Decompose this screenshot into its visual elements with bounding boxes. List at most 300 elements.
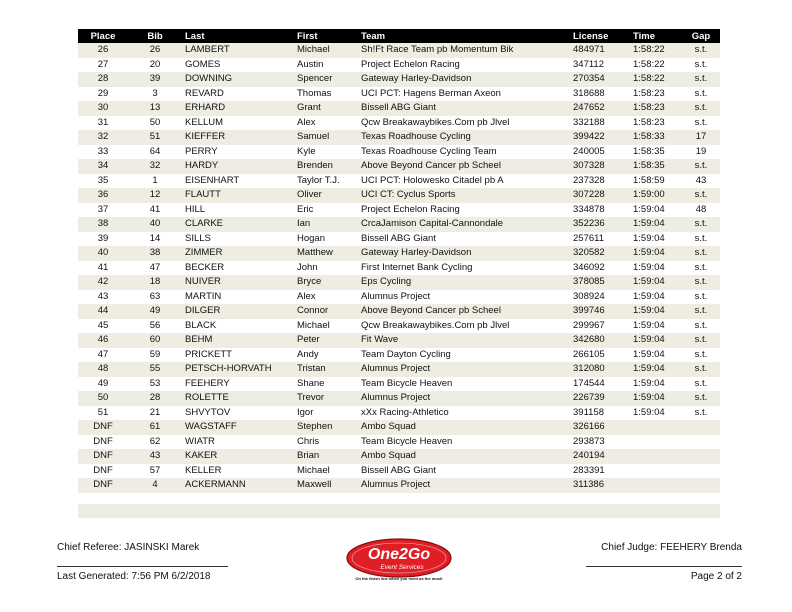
- cell-gap: s.t.: [682, 72, 720, 87]
- last-generated: Last Generated: 7:56 PM 6/2/2018: [57, 571, 211, 582]
- cell-first: Kyle: [294, 145, 358, 160]
- cell-first: Andy: [294, 348, 358, 363]
- cell-team: Ambo Squad: [358, 449, 570, 464]
- logo-tagline: On the finish line when you need us the most!: [355, 576, 443, 581]
- cell-gap: s.t.: [682, 217, 720, 232]
- cell-gap: 19: [682, 145, 720, 160]
- cell-time: 1:59:04: [630, 348, 682, 363]
- cell-gap: s.t.: [682, 261, 720, 276]
- cell-time: 1:59:04: [630, 391, 682, 406]
- cell-time: 1:58:22: [630, 43, 682, 58]
- cell-bib: 38: [128, 246, 182, 261]
- cell-bib: 12: [128, 188, 182, 203]
- cell-license: 399422: [570, 130, 630, 145]
- cell-place: 32: [78, 130, 128, 145]
- cell-place: DNF: [78, 420, 128, 435]
- cell-last: REVARD: [182, 87, 294, 102]
- cell-license: 318688: [570, 87, 630, 102]
- cell-first: Brian: [294, 449, 358, 464]
- cell-team: Above Beyond Cancer pb Scheel: [358, 159, 570, 174]
- cell-team: Texas Roadhouse Cycling Team: [358, 145, 570, 160]
- cell-license: 240194: [570, 449, 630, 464]
- cell-first: Brenden: [294, 159, 358, 174]
- chief-judge: Chief Judge: FEEHERY Brenda: [601, 542, 742, 553]
- cell-first: Alex: [294, 116, 358, 131]
- cell-team: Bissell ABG Giant: [358, 232, 570, 247]
- cell-license: 270354: [570, 72, 630, 87]
- cell-time: 1:59:04: [630, 333, 682, 348]
- cell-first: Spencer: [294, 72, 358, 87]
- col-gap: Gap: [682, 29, 720, 43]
- table-row: [78, 246, 720, 261]
- table-row: [78, 348, 720, 363]
- cell-first: Bryce: [294, 275, 358, 290]
- cell-team: Alumnus Project: [358, 290, 570, 305]
- cell-place: DNF: [78, 449, 128, 464]
- judge-signature-line: [586, 566, 742, 567]
- cell-time: [630, 478, 682, 493]
- cell-license: 391158: [570, 406, 630, 421]
- cell-gap: [682, 478, 720, 493]
- table-row: [78, 377, 720, 392]
- cell-last: WAGSTAFF: [182, 420, 294, 435]
- cell-place: 39: [78, 232, 128, 247]
- cell-last: DILGER: [182, 304, 294, 319]
- one2go-logo: [346, 538, 452, 580]
- cell-gap: s.t.: [682, 116, 720, 131]
- cell-gap: s.t.: [682, 391, 720, 406]
- cell-first: Connor: [294, 304, 358, 319]
- table-row: [78, 391, 720, 406]
- cell-license: 342680: [570, 333, 630, 348]
- col-last: Last: [182, 29, 294, 43]
- cell-bib: 41: [128, 203, 182, 218]
- cell-bib: 62: [128, 435, 182, 450]
- cell-gap: s.t.: [682, 58, 720, 73]
- cell-team: Eps Cycling: [358, 275, 570, 290]
- cell-team: Ambo Squad: [358, 420, 570, 435]
- cell-first: Michael: [294, 319, 358, 334]
- chief-referee: Chief Referee: JASINSKI Marek: [57, 542, 200, 553]
- cell-gap: 43: [682, 174, 720, 189]
- cell-team: Team Bicycle Heaven: [358, 435, 570, 450]
- cell-team: Alumnus Project: [358, 478, 570, 493]
- cell-bib: 13: [128, 101, 182, 116]
- cell-gap: s.t.: [682, 362, 720, 377]
- cell-last: CLARKE: [182, 217, 294, 232]
- cell-license: 484971: [570, 43, 630, 58]
- cell-place: 36: [78, 188, 128, 203]
- cell-gap: s.t.: [682, 377, 720, 392]
- cell-time: 1:59:04: [630, 217, 682, 232]
- cell-first: Stephen: [294, 420, 358, 435]
- cell-first: Shane: [294, 377, 358, 392]
- cell-last: BLACK: [182, 319, 294, 334]
- cell-first: Hogan: [294, 232, 358, 247]
- cell-place: 44: [78, 304, 128, 319]
- cell-time: 1:58:23: [630, 116, 682, 131]
- cell-time: 1:58:59: [630, 174, 682, 189]
- cell-last: HILL: [182, 203, 294, 218]
- cell-team: Fit Wave: [358, 333, 570, 348]
- cell-last: KAKER: [182, 449, 294, 464]
- table-row: [78, 232, 720, 247]
- table-row: [78, 72, 720, 87]
- table-row: [78, 333, 720, 348]
- cell-first: Taylor T.J.: [294, 174, 358, 189]
- cell-time: 1:59:04: [630, 377, 682, 392]
- cell-license: 240005: [570, 145, 630, 160]
- cell-time: 1:58:22: [630, 58, 682, 73]
- blank-row: [78, 504, 720, 518]
- cell-place: 45: [78, 319, 128, 334]
- cell-license: 320582: [570, 246, 630, 261]
- cell-bib: 4: [128, 478, 182, 493]
- cell-last: SHVYTOV: [182, 406, 294, 421]
- table-row: [78, 464, 720, 479]
- cell-time: 1:59:04: [630, 362, 682, 377]
- cell-team: Project Echelon Racing: [358, 203, 570, 218]
- cell-bib: 59: [128, 348, 182, 363]
- cell-time: 1:59:04: [630, 319, 682, 334]
- cell-bib: 14: [128, 232, 182, 247]
- cell-last: PRICKETT: [182, 348, 294, 363]
- cell-license: 308924: [570, 290, 630, 305]
- cell-place: 31: [78, 116, 128, 131]
- cell-bib: 21: [128, 406, 182, 421]
- referee-signature-line: [57, 566, 228, 567]
- cell-last: KELLER: [182, 464, 294, 479]
- cell-team: Bissell ABG Giant: [358, 101, 570, 116]
- cell-license: 237328: [570, 174, 630, 189]
- cell-first: Grant: [294, 101, 358, 116]
- cell-last: DOWNING: [182, 72, 294, 87]
- table-row: [78, 159, 720, 174]
- table-row: [78, 43, 720, 58]
- cell-time: 1:58:22: [630, 72, 682, 87]
- cell-last: WIATR: [182, 435, 294, 450]
- cell-first: Igor: [294, 406, 358, 421]
- cell-place: 43: [78, 290, 128, 305]
- cell-bib: 56: [128, 319, 182, 334]
- table-row: [78, 319, 720, 334]
- table-row: [78, 406, 720, 421]
- cell-license: 226739: [570, 391, 630, 406]
- cell-place: 42: [78, 275, 128, 290]
- cell-time: 1:59:04: [630, 261, 682, 276]
- table-row: [78, 87, 720, 102]
- cell-bib: 18: [128, 275, 182, 290]
- cell-team: Texas Roadhouse Cycling: [358, 130, 570, 145]
- cell-first: Peter: [294, 333, 358, 348]
- cell-first: Austin: [294, 58, 358, 73]
- cell-place: DNF: [78, 464, 128, 479]
- cell-bib: 55: [128, 362, 182, 377]
- cell-time: 1:59:00: [630, 188, 682, 203]
- cell-place: 28: [78, 72, 128, 87]
- cell-gap: [682, 435, 720, 450]
- cell-bib: 63: [128, 290, 182, 305]
- cell-bib: 51: [128, 130, 182, 145]
- cell-bib: 32: [128, 159, 182, 174]
- table-row: [78, 116, 720, 131]
- cell-license: 266105: [570, 348, 630, 363]
- header-row: [78, 29, 720, 43]
- table-row: [78, 188, 720, 203]
- cell-team: Gateway Harley-Davidson: [358, 246, 570, 261]
- cell-last: LAMBERT: [182, 43, 294, 58]
- cell-team: First Internet Bank Cycling: [358, 261, 570, 276]
- cell-license: 352236: [570, 217, 630, 232]
- col-bib: Bib: [128, 29, 182, 43]
- cell-license: 378085: [570, 275, 630, 290]
- cell-gap: 48: [682, 203, 720, 218]
- cell-bib: 26: [128, 43, 182, 58]
- cell-last: ROLETTE: [182, 391, 294, 406]
- cell-place: DNF: [78, 435, 128, 450]
- table-row: [78, 420, 720, 435]
- cell-time: 1:58:33: [630, 130, 682, 145]
- cell-team: UCI PCT: Holowesko Citadel pb A: [358, 174, 570, 189]
- cell-gap: s.t.: [682, 333, 720, 348]
- cell-license: 334878: [570, 203, 630, 218]
- cell-first: Oliver: [294, 188, 358, 203]
- cell-first: Alex: [294, 290, 358, 305]
- cell-license: 307328: [570, 159, 630, 174]
- cell-first: Matthew: [294, 246, 358, 261]
- cell-license: 326166: [570, 420, 630, 435]
- cell-team: UCI PCT: Hagens Berman Axeon: [358, 87, 570, 102]
- cell-team: Sh!Ft Race Team pb Momentum Bik: [358, 43, 570, 58]
- cell-last: BEHM: [182, 333, 294, 348]
- cell-gap: s.t.: [682, 304, 720, 319]
- col-team: Team: [358, 29, 570, 43]
- table-row: [78, 130, 720, 145]
- cell-time: 1:58:23: [630, 87, 682, 102]
- cell-team: Above Beyond Cancer pb Scheel: [358, 304, 570, 319]
- cell-place: 47: [78, 348, 128, 363]
- cell-team: Alumnus Project: [358, 391, 570, 406]
- cell-place: 33: [78, 145, 128, 160]
- cell-bib: 39: [128, 72, 182, 87]
- table-row: [78, 449, 720, 464]
- cell-place: 38: [78, 217, 128, 232]
- cell-gap: s.t.: [682, 159, 720, 174]
- cell-place: 40: [78, 246, 128, 261]
- table-row: [78, 261, 720, 276]
- cell-license: 347112: [570, 58, 630, 73]
- cell-gap: s.t.: [682, 348, 720, 363]
- cell-time: 1:58:23: [630, 101, 682, 116]
- cell-team: UCI CT: Cyclus Sports: [358, 188, 570, 203]
- cell-place: 49: [78, 377, 128, 392]
- cell-place: 34: [78, 159, 128, 174]
- cell-team: Project Echelon Racing: [358, 58, 570, 73]
- cell-time: 1:59:04: [630, 406, 682, 421]
- cell-last: ZIMMER: [182, 246, 294, 261]
- cell-bib: 50: [128, 116, 182, 131]
- cell-last: NUIVER: [182, 275, 294, 290]
- cell-team: Team Dayton Cycling: [358, 348, 570, 363]
- cell-last: PERRY: [182, 145, 294, 160]
- cell-place: 30: [78, 101, 128, 116]
- cell-team: Qcw Breakawaybikes.Com pb Jlvel: [358, 116, 570, 131]
- cell-license: 174544: [570, 377, 630, 392]
- cell-last: HARDY: [182, 159, 294, 174]
- cell-place: 26: [78, 43, 128, 58]
- cell-bib: 1: [128, 174, 182, 189]
- cell-first: Maxwell: [294, 478, 358, 493]
- cell-last: ERHARD: [182, 101, 294, 116]
- logo-name: One2Go: [367, 546, 431, 563]
- cell-time: [630, 420, 682, 435]
- cell-place: 37: [78, 203, 128, 218]
- cell-license: 399746: [570, 304, 630, 319]
- cell-gap: s.t.: [682, 232, 720, 247]
- cell-gap: s.t.: [682, 101, 720, 116]
- table-row: [78, 145, 720, 160]
- cell-license: 299967: [570, 319, 630, 334]
- cell-bib: 28: [128, 391, 182, 406]
- cell-place: 27: [78, 58, 128, 73]
- cell-place: 48: [78, 362, 128, 377]
- cell-gap: s.t.: [682, 406, 720, 421]
- cell-license: 312080: [570, 362, 630, 377]
- col-first: First: [294, 29, 358, 43]
- cell-first: Ian: [294, 217, 358, 232]
- cell-gap: s.t.: [682, 275, 720, 290]
- col-place: Place: [78, 29, 128, 43]
- cell-bib: 64: [128, 145, 182, 160]
- cell-place: 50: [78, 391, 128, 406]
- cell-bib: 60: [128, 333, 182, 348]
- cell-bib: 20: [128, 58, 182, 73]
- cell-time: 1:59:04: [630, 275, 682, 290]
- cell-time: [630, 464, 682, 479]
- cell-license: 332188: [570, 116, 630, 131]
- cell-first: Trevor: [294, 391, 358, 406]
- cell-license: 346092: [570, 261, 630, 276]
- cell-first: John: [294, 261, 358, 276]
- cell-gap: [682, 449, 720, 464]
- cell-last: FEEHERY: [182, 377, 294, 392]
- cell-first: Chris: [294, 435, 358, 450]
- cell-place: DNF: [78, 478, 128, 493]
- cell-team: Qcw Breakawaybikes.Com pb Jlvel: [358, 319, 570, 334]
- table-row: [78, 290, 720, 305]
- cell-time: 1:58:35: [630, 159, 682, 174]
- table-row: [78, 217, 720, 232]
- cell-bib: 3: [128, 87, 182, 102]
- cell-first: Thomas: [294, 87, 358, 102]
- logo-subtitle: Event Services: [380, 564, 424, 571]
- cell-bib: 49: [128, 304, 182, 319]
- cell-team: Alumnus Project: [358, 362, 570, 377]
- table-row: [78, 203, 720, 218]
- table-row: [78, 275, 720, 290]
- cell-first: Tristan: [294, 362, 358, 377]
- table-row: [78, 478, 720, 493]
- cell-license: 307228: [570, 188, 630, 203]
- cell-license: 257611: [570, 232, 630, 247]
- cell-last: GOMES: [182, 58, 294, 73]
- cell-bib: 40: [128, 217, 182, 232]
- cell-last: PETSCH-HORVATH: [182, 362, 294, 377]
- col-license: License: [570, 29, 630, 43]
- table-row: [78, 304, 720, 319]
- cell-bib: 61: [128, 420, 182, 435]
- cell-license: 293873: [570, 435, 630, 450]
- cell-last: EISENHART: [182, 174, 294, 189]
- cell-place: 41: [78, 261, 128, 276]
- cell-place: 51: [78, 406, 128, 421]
- col-time: Time: [630, 29, 682, 43]
- cell-last: ACKERMANN: [182, 478, 294, 493]
- cell-first: Michael: [294, 43, 358, 58]
- cell-gap: s.t.: [682, 290, 720, 305]
- cell-bib: 47: [128, 261, 182, 276]
- cell-team: Gateway Harley-Davidson: [358, 72, 570, 87]
- cell-bib: 43: [128, 449, 182, 464]
- table-row: [78, 174, 720, 189]
- cell-place: 46: [78, 333, 128, 348]
- cell-gap: 17: [682, 130, 720, 145]
- cell-last: KIEFFER: [182, 130, 294, 145]
- cell-first: Eric: [294, 203, 358, 218]
- cell-last: SILLS: [182, 232, 294, 247]
- page-number: Page 2 of 2: [690, 571, 742, 582]
- table-row: [78, 58, 720, 73]
- cell-team: xXx Racing-Athletico: [358, 406, 570, 421]
- cell-time: 1:59:04: [630, 246, 682, 261]
- table-row: [78, 435, 720, 450]
- cell-last: KELLUM: [182, 116, 294, 131]
- cell-gap: s.t.: [682, 319, 720, 334]
- cell-time: 1:59:04: [630, 290, 682, 305]
- cell-last: BECKER: [182, 261, 294, 276]
- cell-license: 311386: [570, 478, 630, 493]
- cell-gap: [682, 420, 720, 435]
- results-table: [78, 29, 720, 493]
- cell-team: Bissell ABG Giant: [358, 464, 570, 479]
- cell-license: 247652: [570, 101, 630, 116]
- cell-gap: s.t.: [682, 43, 720, 58]
- cell-team: CrcaJamison Capital-Cannondale: [358, 217, 570, 232]
- cell-gap: [682, 464, 720, 479]
- cell-gap: s.t.: [682, 87, 720, 102]
- cell-time: [630, 449, 682, 464]
- cell-gap: s.t.: [682, 246, 720, 261]
- cell-first: Samuel: [294, 130, 358, 145]
- cell-time: 1:59:04: [630, 203, 682, 218]
- cell-gap: s.t.: [682, 188, 720, 203]
- cell-last: FLAUTT: [182, 188, 294, 203]
- cell-bib: 57: [128, 464, 182, 479]
- cell-time: 1:59:04: [630, 304, 682, 319]
- cell-time: 1:59:04: [630, 232, 682, 247]
- cell-place: 29: [78, 87, 128, 102]
- cell-time: 1:58:35: [630, 145, 682, 160]
- cell-bib: 53: [128, 377, 182, 392]
- table-row: [78, 101, 720, 116]
- cell-time: [630, 435, 682, 450]
- cell-license: 283391: [570, 464, 630, 479]
- table-row: [78, 362, 720, 377]
- cell-first: Michael: [294, 464, 358, 479]
- cell-place: 35: [78, 174, 128, 189]
- cell-last: MARTIN: [182, 290, 294, 305]
- cell-team: Team Bicycle Heaven: [358, 377, 570, 392]
